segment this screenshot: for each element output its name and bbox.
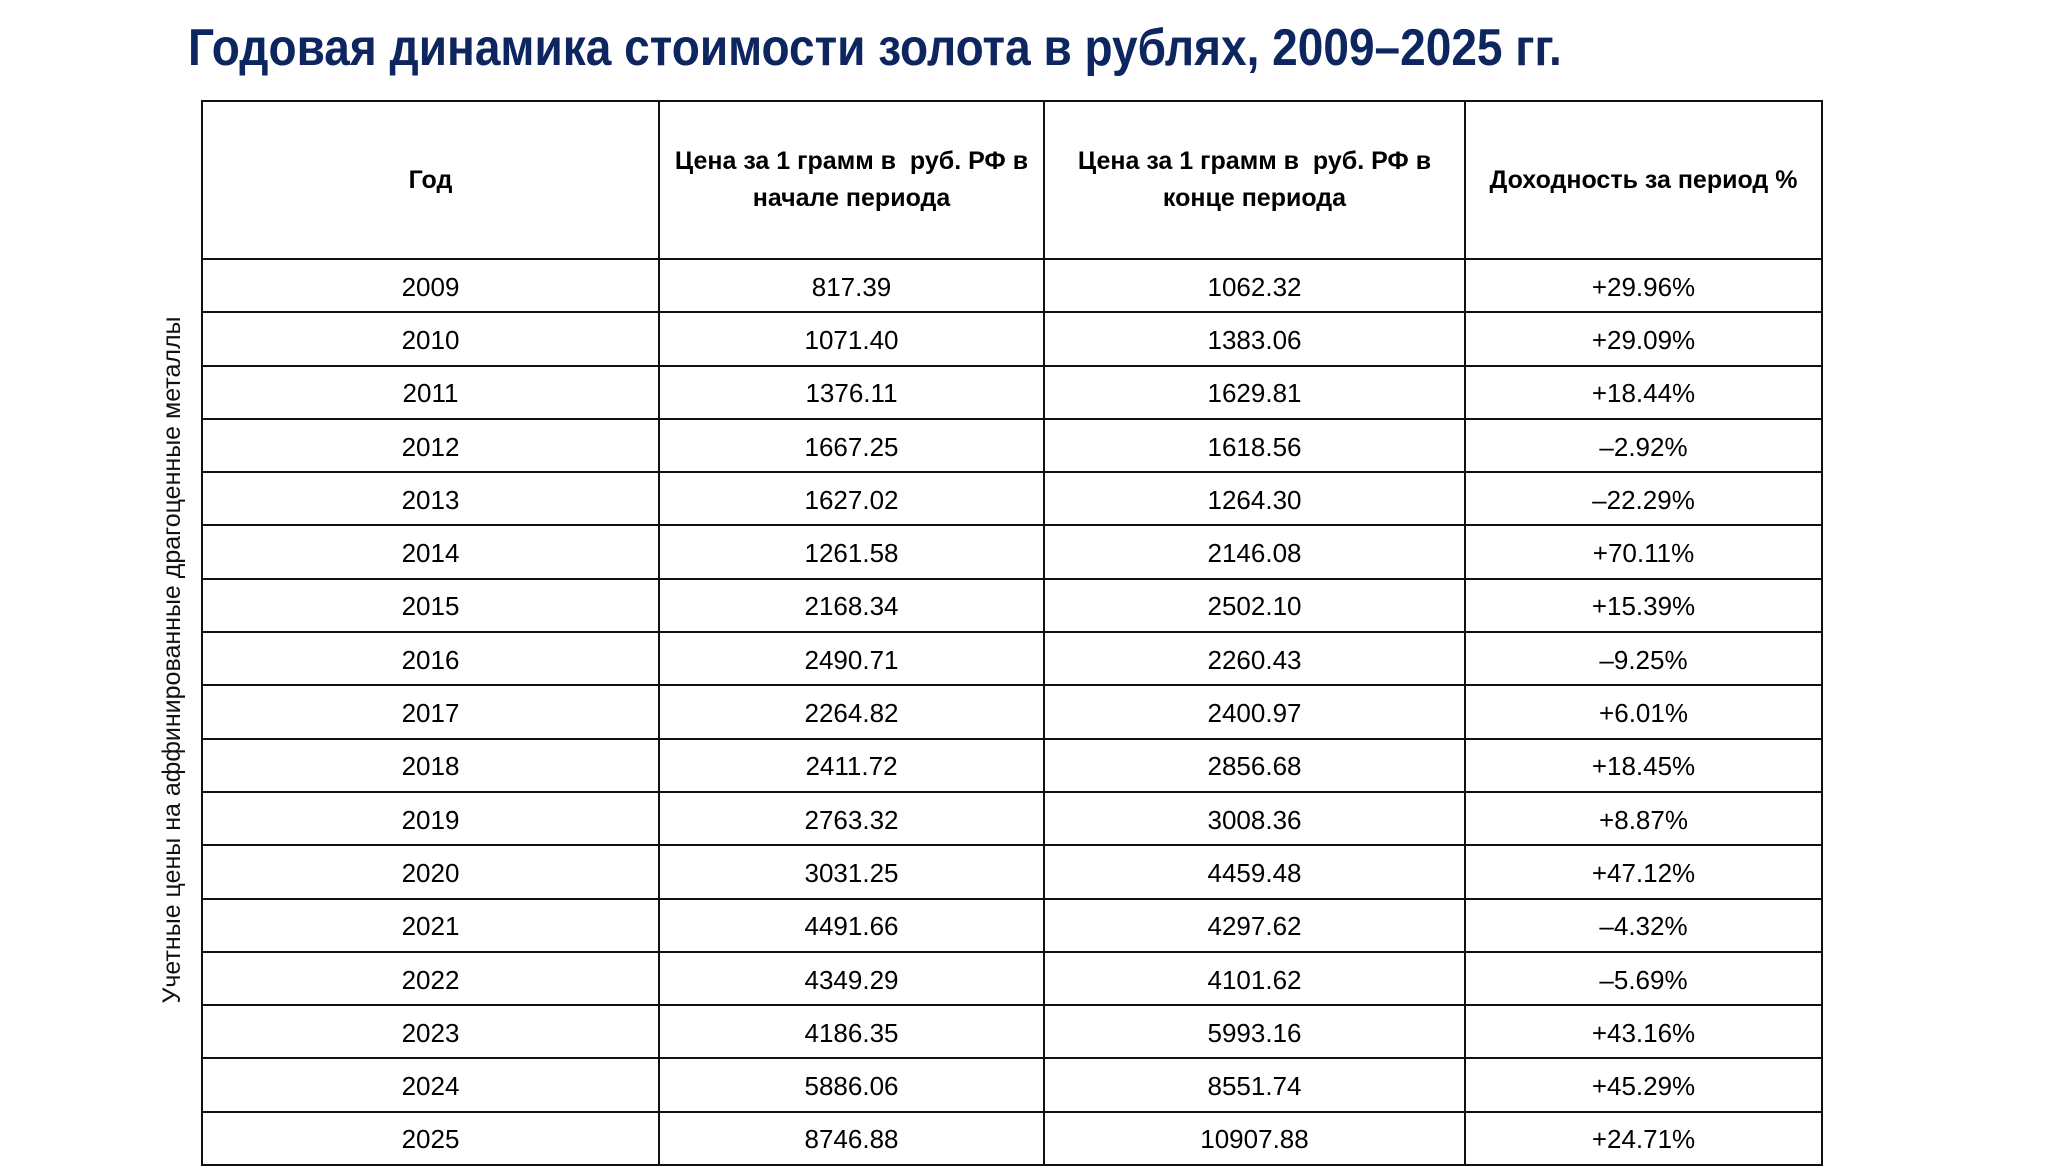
table-row (202, 899, 1822, 952)
page-title: Годовая динамика стоимости золота в рублях, 2009–2025 гг. (188, 19, 1562, 77)
cell-end-price: 3008.36 (1044, 792, 1465, 845)
table-row (202, 366, 1822, 419)
cell-return: +29.09% (1465, 312, 1822, 365)
cell-start-price: 817.39 (659, 259, 1044, 312)
cell-year: 2019 (202, 792, 659, 845)
cell-end-price: 2400.97 (1044, 685, 1465, 738)
table-row (202, 952, 1822, 1005)
header-return: Доходность за период % (1465, 101, 1822, 259)
cell-return: +15.39% (1465, 579, 1822, 632)
cell-end-price: 1629.81 (1044, 366, 1465, 419)
cell-start-price: 1071.40 (659, 312, 1044, 365)
cell-year: 2012 (202, 419, 659, 472)
table-row (202, 1005, 1822, 1058)
cell-start-price: 2411.72 (659, 739, 1044, 792)
cell-end-price: 4297.62 (1044, 899, 1465, 952)
cell-return: –22.29% (1465, 472, 1822, 525)
cell-start-price: 8746.88 (659, 1112, 1044, 1165)
cell-start-price: 2264.82 (659, 685, 1044, 738)
cell-start-price: 4349.29 (659, 952, 1044, 1005)
cell-return: +43.16% (1465, 1005, 1822, 1058)
cell-return: +45.29% (1465, 1058, 1822, 1111)
cell-end-price: 1383.06 (1044, 312, 1465, 365)
cell-end-price: 1264.30 (1044, 472, 1465, 525)
cell-year: 2025 (202, 1112, 659, 1165)
cell-return: +18.44% (1465, 366, 1822, 419)
cell-year: 2024 (202, 1058, 659, 1111)
cell-end-price: 2146.08 (1044, 525, 1465, 578)
table-row (202, 632, 1822, 685)
cell-year: 2017 (202, 685, 659, 738)
cell-return: +18.45% (1465, 739, 1822, 792)
side-caption: Учетные цены на аффинированные драгоценные металлы (158, 316, 186, 1004)
cell-year: 2022 (202, 952, 659, 1005)
cell-return: +29.96% (1465, 259, 1822, 312)
cell-return: +70.11% (1465, 525, 1822, 578)
cell-start-price: 2168.34 (659, 579, 1044, 632)
cell-return: –5.69% (1465, 952, 1822, 1005)
header-end-price: Цена за 1 грамм в руб. РФ в конце периода (1044, 101, 1465, 259)
cell-end-price: 2856.68 (1044, 739, 1465, 792)
cell-return: +24.71% (1465, 1112, 1822, 1165)
cell-year: 2021 (202, 899, 659, 952)
cell-end-price: 8551.74 (1044, 1058, 1465, 1111)
cell-year: 2018 (202, 739, 659, 792)
cell-end-price: 4101.62 (1044, 952, 1465, 1005)
table-row (202, 1058, 1822, 1111)
table-row (202, 312, 1822, 365)
table-header-row (202, 101, 1822, 259)
cell-year: 2010 (202, 312, 659, 365)
cell-year: 2013 (202, 472, 659, 525)
table-row (202, 685, 1822, 738)
cell-return: –2.92% (1465, 419, 1822, 472)
cell-start-price: 4186.35 (659, 1005, 1044, 1058)
gold-price-table (201, 100, 1823, 1166)
cell-year: 2011 (202, 366, 659, 419)
cell-end-price: 4459.48 (1044, 845, 1465, 898)
cell-start-price: 4491.66 (659, 899, 1044, 952)
cell-return: +6.01% (1465, 685, 1822, 738)
cell-start-price: 1627.02 (659, 472, 1044, 525)
cell-start-price: 1261.58 (659, 525, 1044, 578)
cell-year: 2014 (202, 525, 659, 578)
table-row (202, 792, 1822, 845)
cell-return: –4.32% (1465, 899, 1822, 952)
cell-return: –9.25% (1465, 632, 1822, 685)
cell-start-price: 1667.25 (659, 419, 1044, 472)
cell-end-price: 1062.32 (1044, 259, 1465, 312)
cell-year: 2016 (202, 632, 659, 685)
table-row (202, 472, 1822, 525)
table-row (202, 845, 1822, 898)
cell-end-price: 5993.16 (1044, 1005, 1465, 1058)
table-row (202, 259, 1822, 312)
cell-start-price: 5886.06 (659, 1058, 1044, 1111)
header-year: Год (202, 101, 659, 259)
cell-end-price: 10907.88 (1044, 1112, 1465, 1165)
cell-end-price: 1618.56 (1044, 419, 1465, 472)
table-row (202, 1112, 1822, 1165)
cell-return: +8.87% (1465, 792, 1822, 845)
cell-start-price: 2763.32 (659, 792, 1044, 845)
cell-end-price: 2260.43 (1044, 632, 1465, 685)
cell-start-price: 3031.25 (659, 845, 1044, 898)
table-row (202, 525, 1822, 578)
cell-year: 2009 (202, 259, 659, 312)
cell-year: 2020 (202, 845, 659, 898)
cell-return: +47.12% (1465, 845, 1822, 898)
cell-end-price: 2502.10 (1044, 579, 1465, 632)
table-body (202, 259, 1822, 1165)
cell-year: 2023 (202, 1005, 659, 1058)
cell-start-price: 2490.71 (659, 632, 1044, 685)
cell-year: 2015 (202, 579, 659, 632)
table-row (202, 419, 1822, 472)
table-row (202, 739, 1822, 792)
cell-start-price: 1376.11 (659, 366, 1044, 419)
table-row (202, 579, 1822, 632)
header-start-price: Цена за 1 грамм в руб. РФ в начале периода (659, 101, 1044, 259)
